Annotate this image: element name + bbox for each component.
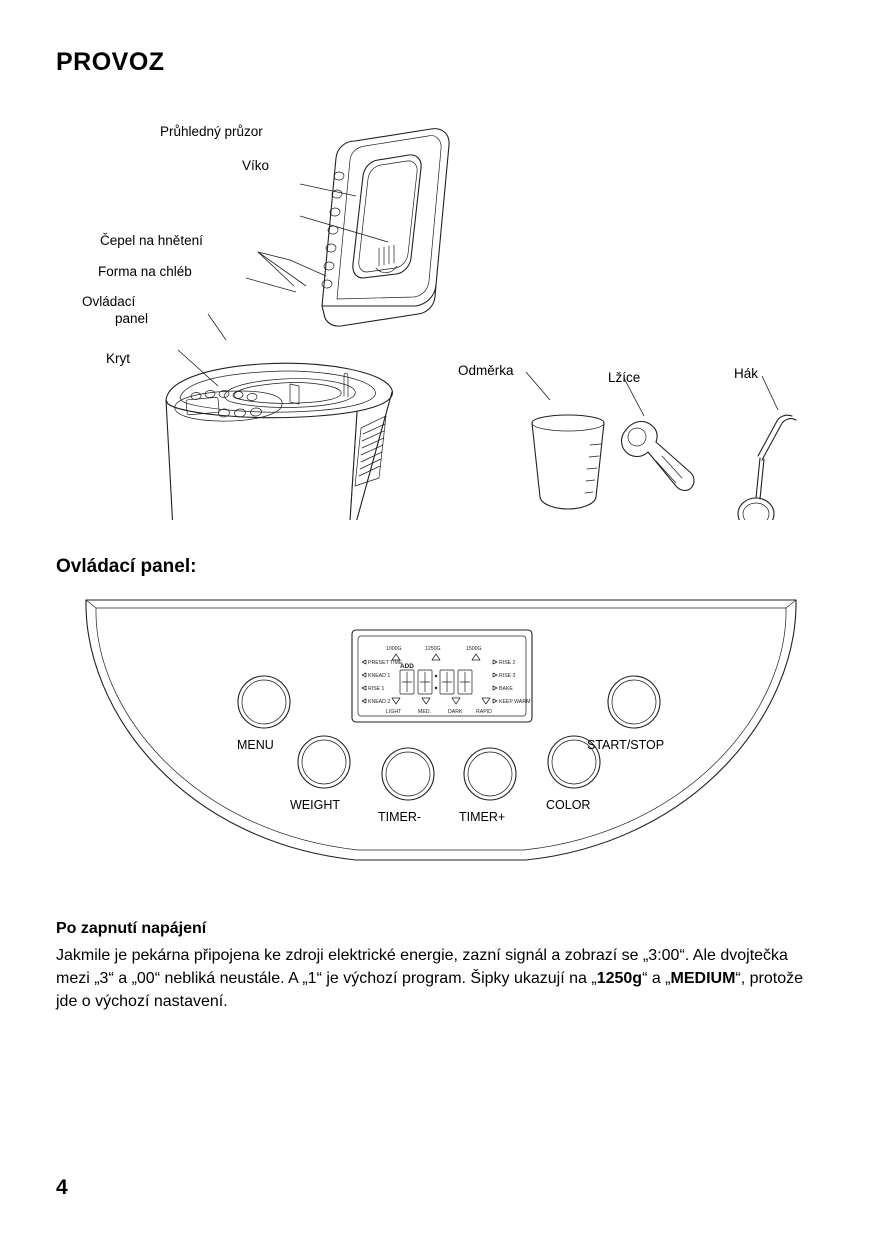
lcd-indicator-knead1: KNEAD 1 xyxy=(368,673,391,679)
callout-cup: Odměrka xyxy=(458,363,514,378)
button-label-timer-minus[interactable]: TIMER- xyxy=(378,810,422,824)
body-heading: Po zapnutí napájení xyxy=(56,920,207,937)
control-panel-heading: Ovládací panel: xyxy=(56,556,197,577)
lcd-indicator-preset-time: PRESET TIME xyxy=(368,660,403,666)
measuring-cup-illustration xyxy=(532,415,604,509)
lcd-indicator-rise1: RISE 1 xyxy=(368,686,385,692)
control-panel-illustration xyxy=(56,592,826,892)
lcd-digits xyxy=(400,670,472,694)
callout-pan: Forma na chléb xyxy=(98,264,192,279)
body-text-part2: “ a „ xyxy=(642,970,671,988)
body-text-part1: Jakmile je pekárna připojena ke zdroji elektrické energie, zazní signál a zobrazí se „3:00“. Ale dvojtečka mezi „3“ a „00“ nebliká neustále. A „1“ je výchozí program. Šipky ukazují na „ xyxy=(56,947,788,988)
callout-hook: Hák xyxy=(734,366,759,381)
callout-panel-line1: Ovládací xyxy=(82,294,136,309)
callout-panel-line2: panel xyxy=(115,311,149,326)
housing-group xyxy=(166,363,392,520)
lcd-indicator-dark: DARK xyxy=(448,709,463,715)
lcd-indicator-light: LIGHT xyxy=(386,709,402,715)
lcd-indicator-med: MED. xyxy=(418,709,431,715)
page-number: 4 xyxy=(56,1176,68,1199)
spoon-illustration xyxy=(622,421,695,490)
page-title: PROVOZ xyxy=(56,48,165,76)
control-panel-figure xyxy=(56,592,826,892)
body-paragraph xyxy=(56,944,826,1014)
body-bold-medium: MEDIUM xyxy=(670,970,736,988)
lcd-weight-1500g: 1500G xyxy=(466,646,482,652)
callout-leaders xyxy=(178,184,778,416)
lid-group xyxy=(322,129,449,326)
callout-lid: Víko xyxy=(242,158,270,173)
lcd-indicator-keep-warm: KEEP WARM xyxy=(499,699,531,705)
callout-blade: Čepel na hnětení xyxy=(100,233,203,248)
button-label-weight[interactable]: WEIGHT xyxy=(290,798,340,812)
lcd-indicator-rapid: RAPID xyxy=(476,709,492,715)
lcd-indicator-rise2: RISE 2 xyxy=(499,660,516,666)
body-text-part3: “, protože jde o výchozí nastavení. xyxy=(56,970,803,1011)
lcd-weight-1250g: 1250G xyxy=(425,646,441,652)
lcd-weight-1000g: 1000G xyxy=(386,646,402,652)
callout-window: Průhledný průzor xyxy=(160,124,263,139)
lcd-indicator-rise3: RISE 3 xyxy=(499,673,516,679)
lcd-add-label: ADD xyxy=(400,663,414,670)
callout-spoon: Lžíce xyxy=(608,370,641,385)
button-label-timer-plus[interactable]: TIMER+ xyxy=(459,810,506,824)
button-label-color[interactable]: COLOR xyxy=(546,798,591,812)
bread-maker-illustration xyxy=(56,100,826,520)
hook-illustration xyxy=(738,415,796,520)
body-bold-1250g: 1250g xyxy=(596,970,643,988)
lcd-indicator-bake: BAKE xyxy=(499,686,513,692)
bread-maker-figure xyxy=(56,100,826,520)
callout-housing: Kryt xyxy=(106,351,131,366)
lcd-indicator-knead2: KNEAD 2 xyxy=(368,699,391,705)
button-label-start-stop[interactable]: START/STOP xyxy=(587,738,665,752)
button-label-menu[interactable]: MENU xyxy=(237,738,274,752)
